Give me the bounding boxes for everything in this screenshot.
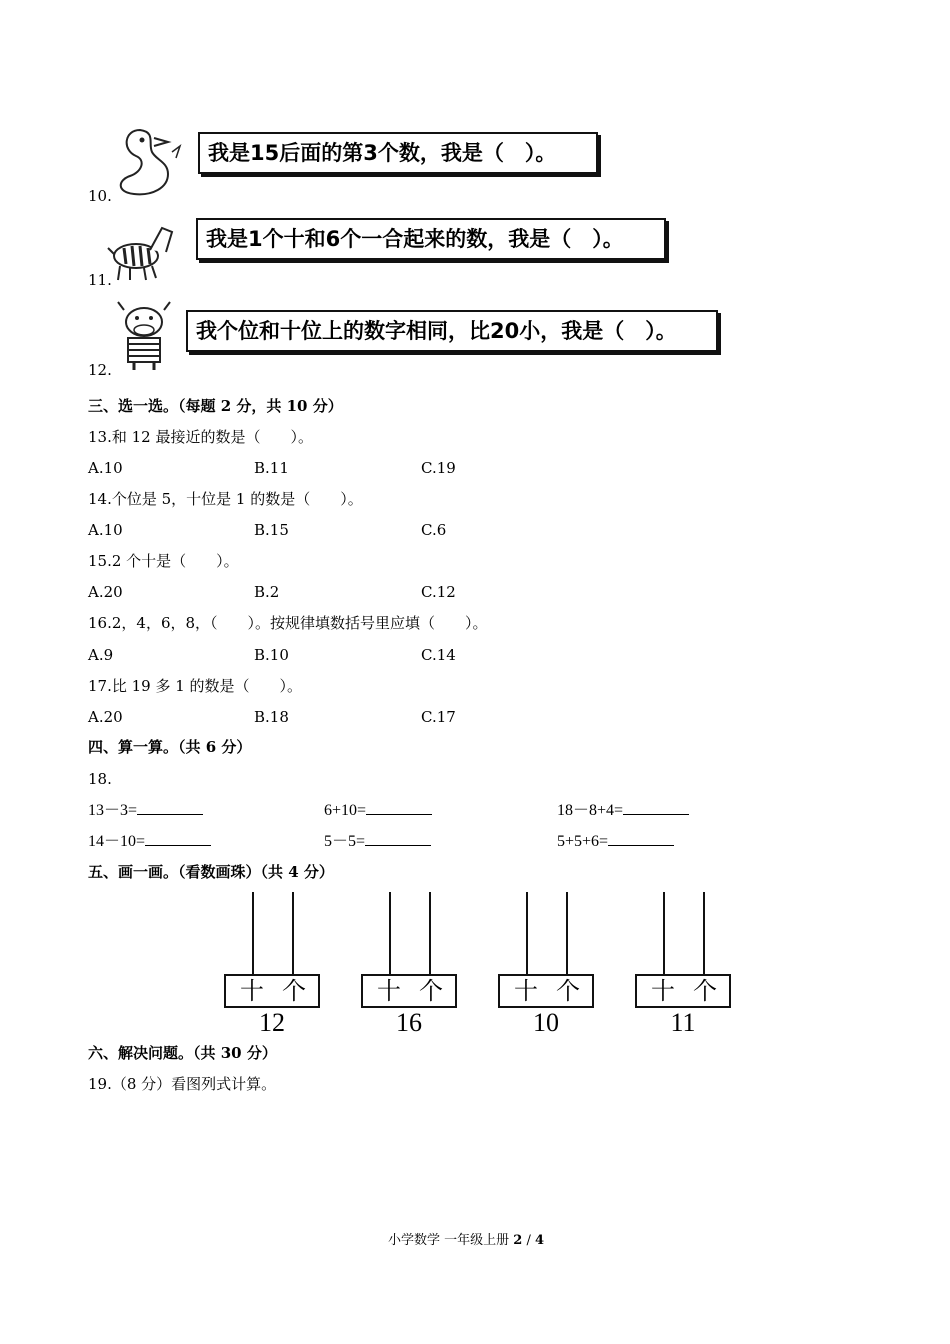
q14-option-c: C.6 <box>421 521 447 539</box>
page-footer <box>388 1229 544 1248</box>
question-number-12: 12. <box>88 361 112 379</box>
abacus-number: 16 <box>396 1008 422 1037</box>
calc-4: 14－10= <box>88 831 211 852</box>
calc-3: 18－8+4= <box>557 800 689 821</box>
tens-rod[interactable] <box>526 892 528 974</box>
abacus-base <box>361 974 457 1008</box>
q13-option-a: A.10 <box>88 459 123 477</box>
tens-label: 十 <box>240 977 264 1005</box>
answer-blank[interactable] <box>623 800 689 815</box>
section-6-heading: 六、解决问题。（共 30 分） <box>88 1044 277 1062</box>
answer-blank[interactable] <box>145 831 211 846</box>
q15-option-a: A.20 <box>88 583 123 601</box>
cow-icon <box>110 300 178 372</box>
q17-option-a: A.20 <box>88 708 123 726</box>
q16-option-a: A.9 <box>88 646 114 664</box>
ones-label: 个 <box>282 977 306 1005</box>
answer-blank[interactable] <box>365 831 431 846</box>
q17-option-b: B.18 <box>254 708 289 726</box>
question-13: 13.和 12 最接近的数是（ ）。 <box>88 428 313 446</box>
abacus-10[interactable] <box>498 892 594 1042</box>
calc-1: 13－3= <box>88 800 203 821</box>
abacus-base <box>224 974 320 1008</box>
question-17: 17.比 19 多 1 的数是（ ）。 <box>88 677 303 695</box>
answer-blank[interactable] <box>366 800 432 815</box>
footer-total: 4 <box>535 1233 545 1248</box>
riddle-bubble-12: 我个位和十位上的数字相同，比20小，我是（ ）。 <box>186 310 718 352</box>
zebra-icon <box>106 214 178 284</box>
tens-label: 十 <box>514 977 538 1005</box>
ones-rod[interactable] <box>566 892 568 974</box>
tens-label: 十 <box>651 977 675 1005</box>
footer-subject: 小学数学 一年级上册 <box>388 1233 510 1248</box>
tens-label: 十 <box>377 977 401 1005</box>
question-19: 19.（8 分）看图列式计算。 <box>88 1075 277 1093</box>
answer-blank[interactable] <box>137 800 203 815</box>
ones-rod[interactable] <box>292 892 294 974</box>
abacus-number: 11 <box>670 1008 696 1037</box>
section-5-heading: 五、画一画。（看数画珠）（共 4 分） <box>88 863 334 881</box>
ones-rod[interactable] <box>429 892 431 974</box>
answer-blank[interactable] <box>608 831 674 846</box>
calc-2: 6+10= <box>324 800 432 821</box>
q13-option-c: C.19 <box>421 459 456 477</box>
q15-option-c: C.12 <box>421 583 456 601</box>
abacus-number: 10 <box>533 1008 559 1037</box>
riddle-bubble-10: 我是15后面的第3个数，我是（ ）。 <box>198 132 598 174</box>
question-number-11: 11. <box>88 271 112 289</box>
q16-option-b: B.10 <box>254 646 289 664</box>
abacus-11[interactable] <box>635 892 731 1042</box>
ones-label: 个 <box>556 977 580 1005</box>
footer-sep: / <box>526 1233 531 1248</box>
q13-option-b: B.11 <box>254 459 289 477</box>
q14-option-a: A.10 <box>88 521 123 539</box>
abacus-16[interactable] <box>361 892 457 1042</box>
q16-option-c: C.14 <box>421 646 456 664</box>
abacus-12[interactable] <box>224 892 320 1042</box>
calc-5: 5－5= <box>324 831 431 852</box>
abacus-base <box>498 974 594 1008</box>
question-number-10: 10. <box>88 187 112 205</box>
tens-rod[interactable] <box>389 892 391 974</box>
ones-label: 个 <box>419 977 443 1005</box>
footer-page: 2 <box>513 1233 523 1248</box>
ones-rod[interactable] <box>703 892 705 974</box>
q17-option-c: C.17 <box>421 708 456 726</box>
tens-rod[interactable] <box>663 892 665 974</box>
question-18: 18. <box>88 770 112 788</box>
riddle-bubble-11: 我是1个十和6个一合起来的数，我是（ ）。 <box>196 218 666 260</box>
q15-option-b: B.2 <box>254 583 280 601</box>
question-14: 14.个位是 5，十位是 1 的数是（ ）。 <box>88 490 363 508</box>
abacus-base <box>635 974 731 1008</box>
goose-icon <box>112 122 182 198</box>
question-15: 15.2 个十是（ ）。 <box>88 552 239 570</box>
section-3-heading: 三、选一选。（每题 2 分，共 10 分） <box>88 397 343 415</box>
q14-option-b: B.15 <box>254 521 289 539</box>
question-16: 16.2，4，6，8，（ ）。按规律填数括号里应填（ ）。 <box>88 614 488 632</box>
section-4-heading: 四、算一算。（共 6 分） <box>88 738 252 756</box>
abacus-number: 12 <box>259 1008 285 1037</box>
ones-label: 个 <box>693 977 717 1005</box>
calc-6: 5+5+6= <box>557 831 674 852</box>
tens-rod[interactable] <box>252 892 254 974</box>
